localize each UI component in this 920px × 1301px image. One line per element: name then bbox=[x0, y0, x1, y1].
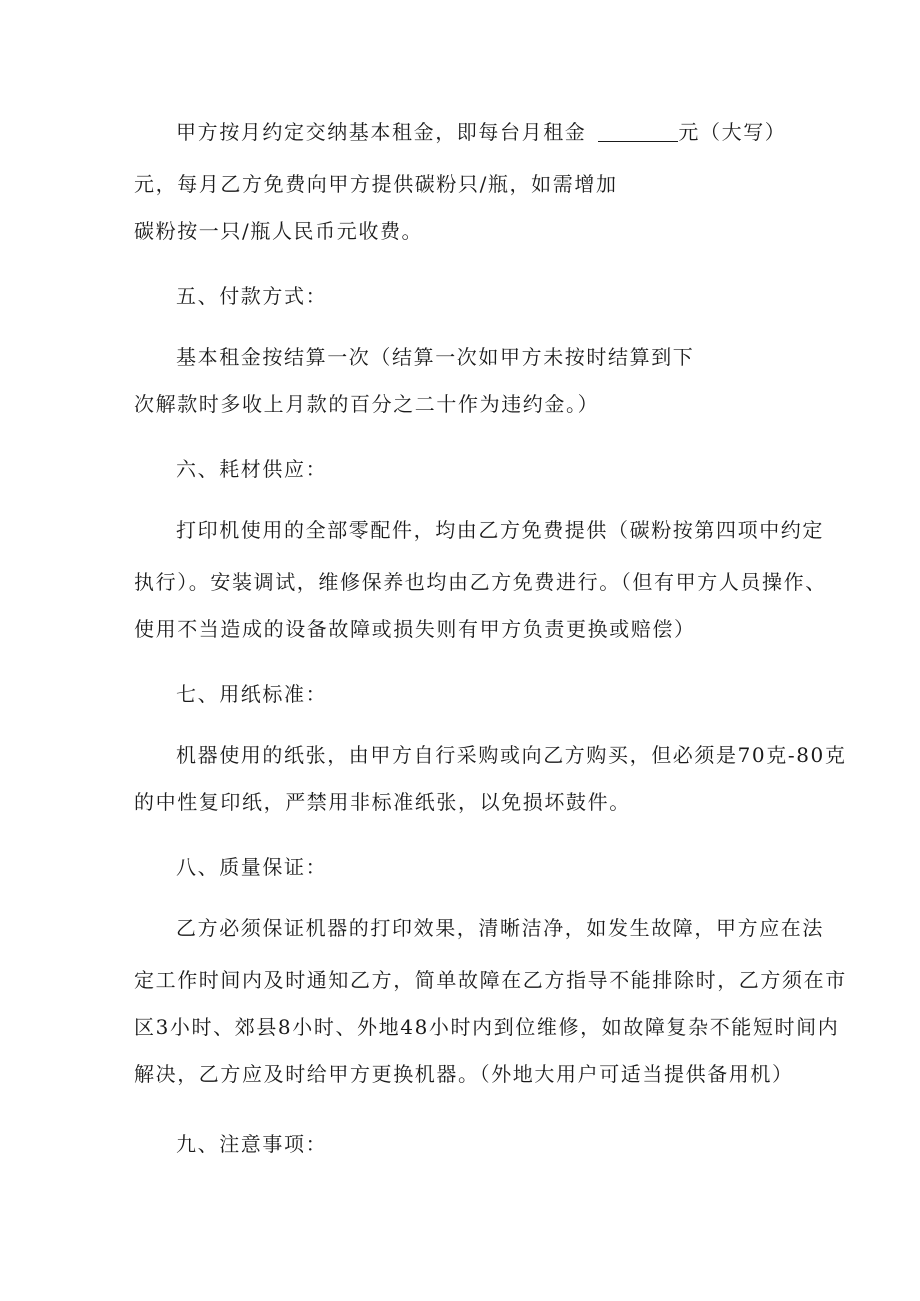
clause4-line2: 元，每月乙方免费向甲方提供碳粉只/瓶，如需增加 bbox=[134, 172, 618, 196]
clause5-line2: 次解款时多收上月款的百分之二十作为违约金。） bbox=[134, 392, 600, 416]
clause6-heading: 六、耗材供应： bbox=[176, 457, 328, 481]
rent-blank bbox=[598, 121, 678, 142]
clause4-line3: 碳粉按一只/瓶人民币元收费。 bbox=[134, 219, 424, 243]
clause8-line3: 区3小时、郊县8小时、外地48小时内到位维修，如故障复杂不能短时间内 bbox=[134, 1015, 840, 1039]
clause7-line2: 的中性复印纸，严禁用非标准纸张，以免损坏鼓件。 bbox=[134, 790, 631, 814]
clause7-heading: 七、用纸标准： bbox=[176, 682, 328, 706]
clause6-line2: 执行）。安装调试，维修保养也均由乙方免费进行。（但有甲方人员操作、 bbox=[134, 570, 827, 594]
clause5-heading: 五、付款方式： bbox=[176, 284, 328, 308]
clause8-line2: 定工作时间内及时通知乙方，简单故障在乙方指导不能排除时，乙方须在市 bbox=[134, 968, 847, 992]
clause6-line3: 使用不当造成的设备故障或损失则有甲方负责更换或赔偿） bbox=[134, 617, 696, 641]
clause8-line4: 解决，乙方应及时给甲方更换机器。（外地大用户可适当提供备用机） bbox=[134, 1062, 794, 1086]
clause5-line1: 基本租金按结算一次（结算一次如甲方未按时结算到下 bbox=[176, 345, 695, 369]
clause6-line1: 打印机使用的全部零配件，均由乙方免费提供（碳粉按第四项中约定 bbox=[176, 518, 824, 542]
clause9-heading: 九、注意事项： bbox=[176, 1132, 328, 1156]
clause8-line1: 乙方必须保证机器的打印效果，清晰洁净，如发生故障，甲方应在法 bbox=[176, 916, 824, 940]
clause7-line1: 机器使用的纸张，由甲方自行采购或向乙方购买，但必须是70克-80克 bbox=[176, 743, 847, 767]
clause8-heading: 八、质量保证： bbox=[176, 855, 328, 879]
clause4-line1: 甲方按月约定交纳基本租金，即每台月租金 元（大写） bbox=[176, 120, 787, 144]
